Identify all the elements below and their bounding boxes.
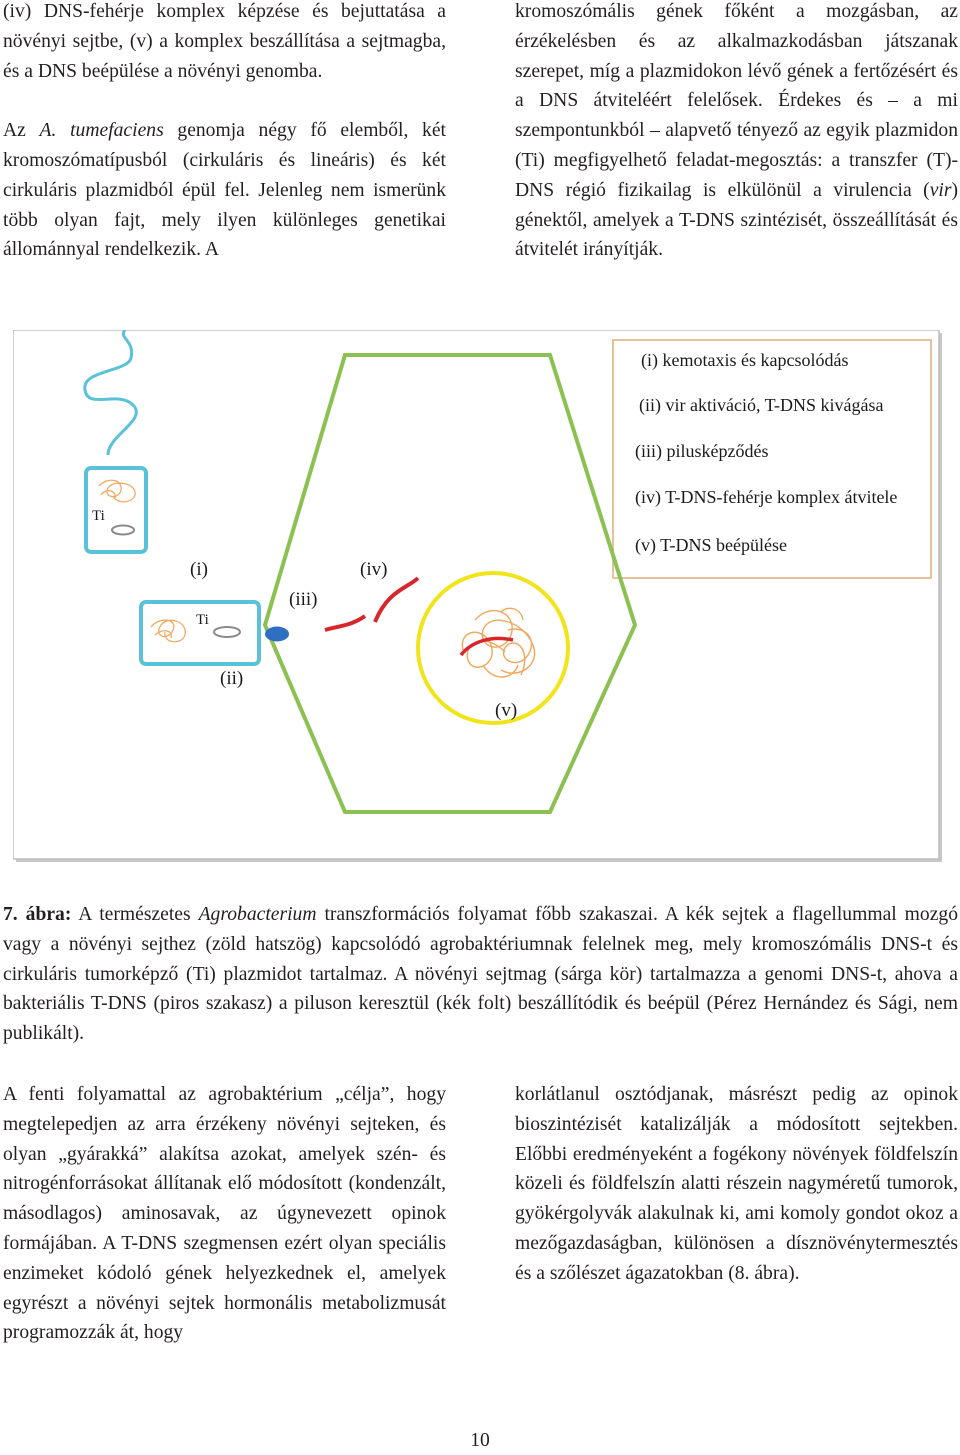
- ti-label: Ti: [92, 508, 105, 524]
- stage-label-v: (v): [495, 700, 518, 721]
- legend-item-iv: (iv) T-DNS-fehérje komplex átvitele: [635, 487, 898, 507]
- paragraph: korlátlanul osztódjanak, másrészt pedig az opinok bioszintézisét katalizálják a módosított sejtekben. Előbbi eredményeként a fogékony növények földfelszín közeli és földfelszín alatti részein nagyméretű tumorok, gyökérgolyvák alakulnak ki, ami komoly gondot okoz a mezőgazdaságban, különösen a dísznövénytermesztés és a szőlészet ágazatokban (8. ábra).: [515, 1084, 958, 1284]
- legend-item-iii: (iii) pilusképződés: [635, 441, 769, 461]
- gene-name: vir: [929, 179, 952, 201]
- stage-label-iv: (iv): [360, 559, 388, 580]
- text-run: A természetes: [71, 904, 199, 925]
- figure-7: [13, 330, 943, 863]
- stage-label-ii: (ii): [220, 668, 244, 689]
- ti-label: Ti: [196, 612, 209, 628]
- genus-name: Agrobacterium: [198, 904, 317, 925]
- species-name: A. tumefaciens: [39, 120, 164, 142]
- stage-label-i: (i): [190, 559, 208, 580]
- legend-item-i: (i) kemotaxis és kapcsolódás: [641, 350, 849, 370]
- paragraph: [3, 116, 446, 265]
- legend-item-v: (v) T-DNS beépülése: [635, 535, 787, 555]
- paragraph: (iv) DNS-fehérje komplex képzése és bejuttatása a növényi sejtbe, (v) a komplex beszállítása a sejtmagba, és a DNS beépülése a növényi genomba.: [3, 1, 446, 82]
- bottom-right-column: [515, 1080, 958, 1289]
- top-left-column: [3, 0, 446, 265]
- paragraph: A fenti folyamattal az agrobaktérium „célja”, hogy megtelepedjen az arra érzékeny növényi sejteken, és olyan „gyárakká” alakítsa azokat, amelyek szén- és nitrogénforrásokat állítanak elő módosított (kondenzált, másodlagos) aminosavak, az úgynevezett opinok formájában. A T-DNS szegmensen ezért olyan speciális enzimeket kódoló gének helyezkednek el, amelyek egyrészt a növényi sejtek hormonális metabolizmusát programozzák át, hogy: [3, 1084, 446, 1344]
- caption-label: 7. ábra:: [3, 904, 72, 925]
- bottom-left-column: [3, 1080, 446, 1348]
- legend-item-ii: (ii) vir aktiváció, T-DNS kivágása: [639, 395, 884, 415]
- paragraph: [515, 0, 958, 265]
- top-right-column: [515, 0, 958, 265]
- page-number: 10: [470, 1430, 490, 1451]
- stage-label-iii: (iii): [289, 589, 318, 610]
- text-run: transzformációs folyamat főbb szakaszai. A kék sejtek a flagellummal mozgó vagy a növényi sejthez (zöld hatszög) kapcsolódó agrobaktériumnak felelnek meg, mely kromoszómális DNS-t és cirkuláris tumorképző (Ti) plazmidot tartalmaz. A növényi sejtmag (sárga kör) tartalmazza a genomi DNS-t, ahova a bakteriális T-DNS (piros szakasz) a piluson keresztül (kék folt) beszállítódik és beépül (Pérez Hernández és Sági, nem publikált).: [3, 904, 958, 1045]
- pilus: [265, 627, 289, 642]
- figure-caption: [3, 900, 958, 1049]
- text-run: ) génektől, amelyek a T-DNS szintézisét, összeállítását és átvitelét irányítják.: [515, 179, 958, 261]
- text-run: Az: [3, 120, 40, 142]
- text-run: kromoszómális gének főként a mozgásban, az érzékelésben és az alkalmazkodásban játszanak szerepet, míg a plazmidokon lévő gének a fertőzésért és a DNS átviteléért felelősek. Érdekes és – a mi szempontunkból – alapvető tényező az egyik plazmidon (Ti) megfigyelhető feladat-megosztás: a transzfer (T)-DNS régió fizikailag is elkülönül a virulencia (: [515, 1, 958, 201]
- text-run: genomja négy fő elemből, két kromoszómatípusból (cirkuláris és lineáris) és két cirkuláris plazmidból épül fel. Jelenleg nem ismerünk több olyan fajt, mely ilyen különleges genetikai állománnyal rendelkezik. A: [3, 120, 446, 261]
